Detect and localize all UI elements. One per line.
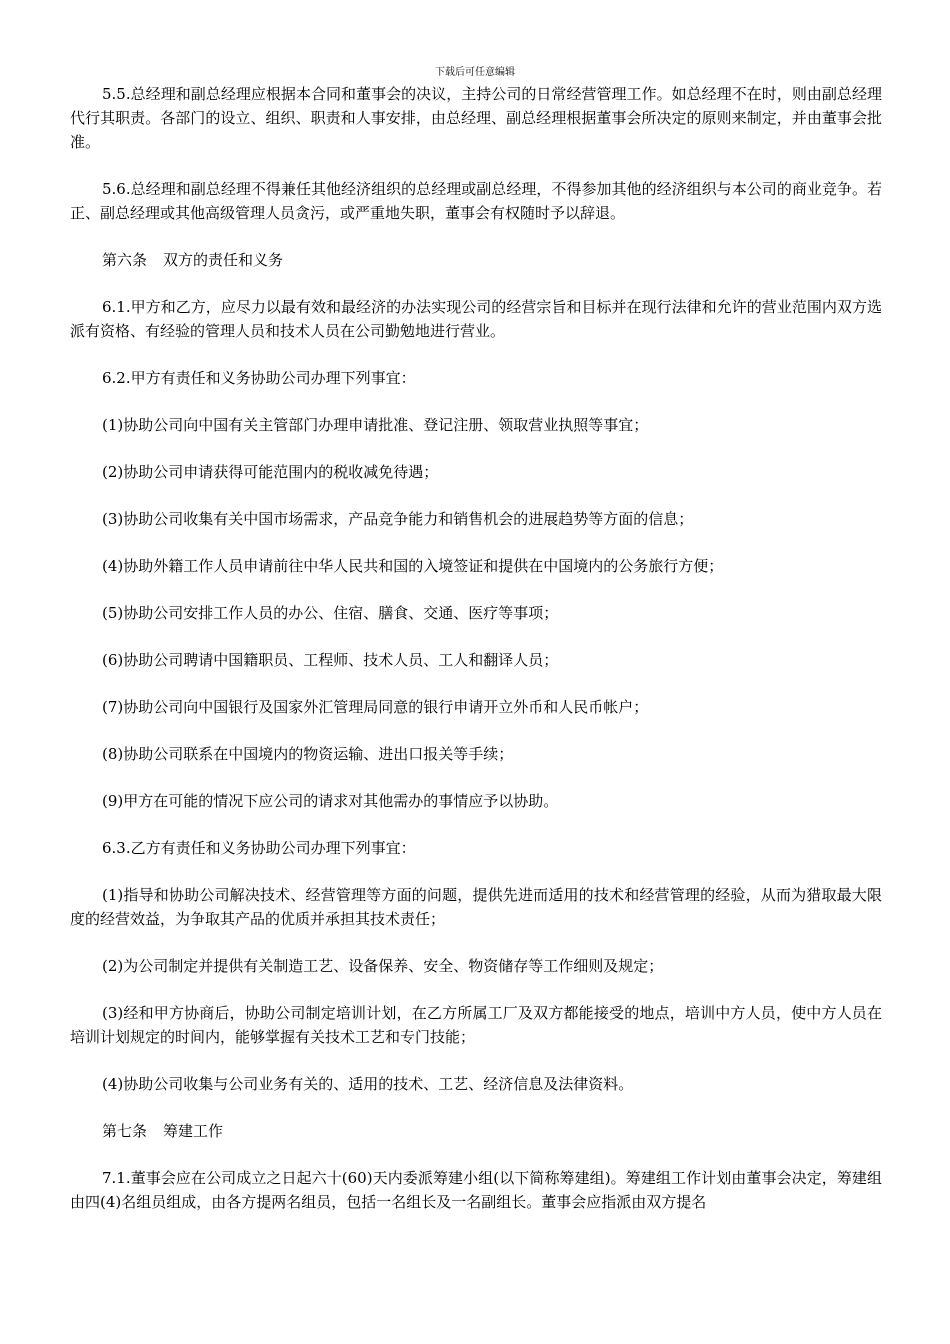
- clause-paragraph: (5)协助公司安排工作人员的办公、住宿、膳食、交通、医疗等事项；: [102, 604, 559, 622]
- article-heading: [70, 1119, 882, 1143]
- clause-paragraph: (6)协助公司聘请中国籍职员、工程师、技术人员、工人和翻译人员；: [102, 651, 559, 669]
- article-title: 筹建工作: [163, 1122, 224, 1140]
- clause-paragraph: (4)协助公司收集与公司业务有关的、适用的技术、工艺、经济信息及法律资料。: [102, 1075, 634, 1093]
- document-body: [70, 82, 882, 1237]
- article-title: 双方的责任和义务: [163, 251, 284, 269]
- clause-paragraph: 7.1.董事会应在公司成立之日起六十(60)天内委派筹建小组(以下简称筹建组)。筹建组工作计划由董事会决定，筹建组由四(4)名组员组成，由各方提两名组员，包括一名组长及一名副组长。董事会应指派由双方提名: [70, 1169, 882, 1211]
- header-note: 下载后可任意编辑: [435, 67, 515, 78]
- clause-paragraph: (7)协助公司向中国银行及国家外汇管理局同意的银行申请开立外币和人民币帐户；: [102, 698, 649, 716]
- clause-paragraph: (4)协助外籍工作人员申请前往中华人民共和国的入境签证和提供在中国境内的公务旅行方便；: [102, 557, 724, 575]
- clause-paragraph: (2)为公司制定并提供有关制造工艺、设备保养、安全、物资储存等工作细则及规定；: [102, 957, 664, 975]
- clause-paragraph: (1)协助公司向中国有关主管部门办理申请批准、登记注册、领取营业执照等事宜；: [102, 416, 649, 434]
- clause-paragraph: (8)协助公司联系在中国境内的物资运输、进出口报关等手续；: [102, 745, 514, 763]
- clause-paragraph: (3)协助公司收集有关中国市场需求，产品竞争能力和销售机会的进展趋势等方面的信息；: [102, 510, 694, 528]
- article-heading: [70, 248, 882, 272]
- article-number: 第七条: [102, 1122, 148, 1140]
- clause-paragraph: (3)经和甲方协商后，协助公司制定培训计划，在乙方所属工厂及双方都能接受的地点，培训中方人员，使中方人员在培训计划规定的时间内，能够掌握有关技术工艺和专门技能；: [70, 1004, 882, 1046]
- clause-paragraph: 5.6.总经理和副总经理不得兼任其他经济组织的总经理或副总经理，不得参加其他的经济组织与本公司的商业竞争。若正、副总经理或其他高级管理人员贪污，或严重地失职，董事会有权随时予以辞退。: [70, 180, 882, 222]
- clause-paragraph: 6.3.乙方有责任和义务协助公司办理下列事宜：: [102, 839, 416, 857]
- clause-paragraph: 5.5.总经理和副总经理应根据本合同和董事会的决议，主持公司的日常经营管理工作。如总经理不在时，则由副总经理代行其职责。各部门的设立、组织、职责和人事安排，由总经理、副总经理根据董事会所决定的原则来制定，并由董事会批准。: [70, 85, 882, 151]
- clause-paragraph: (9)甲方在可能的情况下应公司的请求对其他需办的事情应予以协助。: [102, 792, 559, 810]
- article-number: 第六条: [102, 251, 148, 269]
- clause-paragraph: 6.2.甲方有责任和义务协助公司办理下列事宜：: [102, 369, 416, 387]
- clause-paragraph: (1)指导和协助公司解决技术、经营管理等方面的问题，提供先进而适用的技术和经营管理的经验，从而为猎取最大限度的经营效益，为争取其产品的优质并承担其技术责任；: [70, 886, 882, 928]
- clause-paragraph: 6.1.甲方和乙方，应尽力以最有效和最经济的办法实现公司的经营宗旨和目标并在现行法律和允许的营业范围内双方选派有资格、有经验的管理人员和技术人员在公司勤勉地进行营业。: [70, 298, 882, 340]
- clause-paragraph: (2)协助公司申请获得可能范围内的税收减免待遇；: [102, 463, 439, 481]
